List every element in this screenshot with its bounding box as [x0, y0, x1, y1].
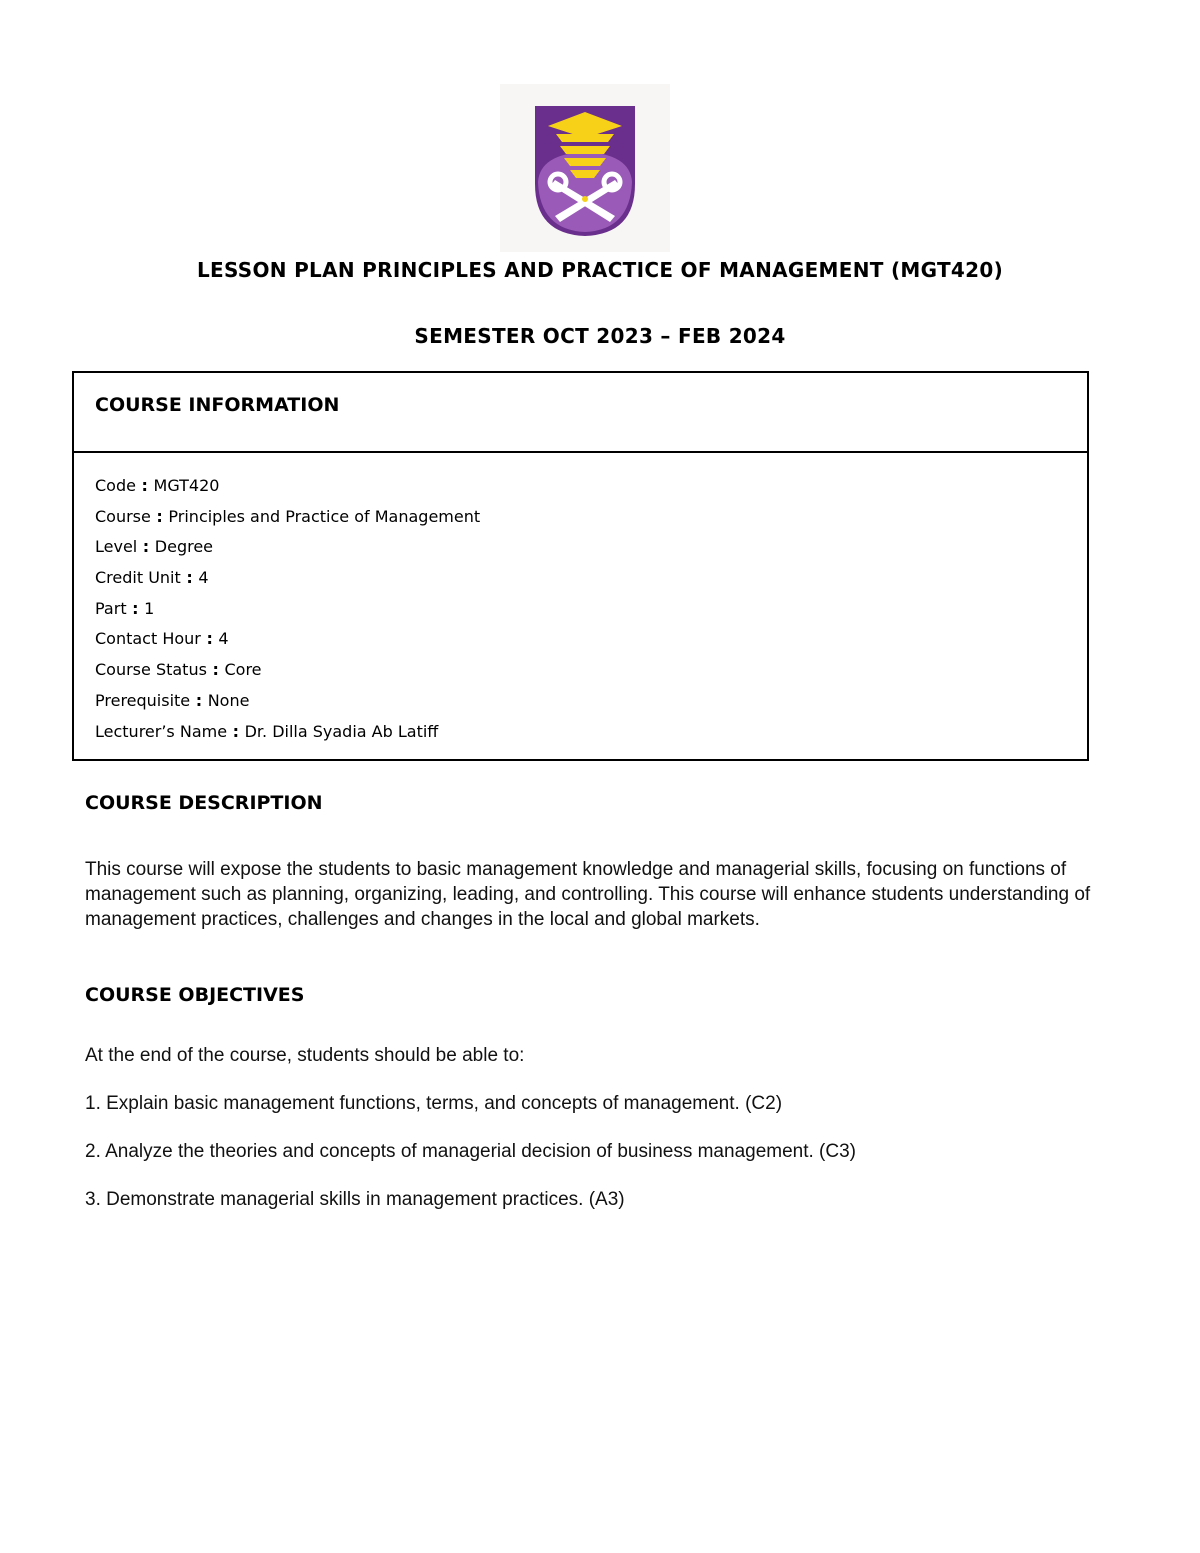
- objective-item: 2. Analyze the theories and concepts of managerial decision of business management. (C3): [85, 1141, 857, 1162]
- course-description-text: This course will expose the students to basic management knowledge and managerial skills, focusing on functions of management such as planning, organizing, leading, and controlling. This course will enhance students understanding of management practices, challenges and changes in the local and global markets.: [85, 859, 1091, 930]
- info-value: MGT420: [153, 476, 220, 495]
- info-row-course: Course : Principles and Practice of Management: [95, 506, 481, 526]
- info-row-course-status: Course Status : Core: [95, 660, 262, 680]
- info-row-part: Part : 1: [95, 598, 155, 618]
- course-information-header: [74, 373, 1087, 453]
- info-value: Core: [224, 660, 262, 680]
- info-label: Course Status: [95, 660, 207, 680]
- semester-title: SEMESTER OCT 2023 – FEB 2024: [414, 324, 786, 348]
- info-value: 4: [198, 568, 209, 588]
- info-label: Credit Unit: [95, 568, 181, 588]
- info-row-level: Level : Degree: [95, 537, 214, 557]
- objective-item: 1. Explain basic management functions, terms, and concepts of management. (C2): [85, 1093, 783, 1114]
- info-label: Code: [95, 476, 136, 495]
- info-label: Part: [95, 598, 127, 618]
- info-label: Lecturer’s Name: [95, 721, 228, 741]
- info-row-contact-hour: Contact Hour : 4: [95, 629, 229, 649]
- course-objectives-intro: At the end of the course, students should be able to:: [85, 1045, 525, 1066]
- university-crest-icon: [500, 84, 670, 252]
- info-row-prerequisite: Prerequisite : None: [95, 690, 250, 710]
- info-value: Degree: [154, 537, 214, 557]
- info-label: Contact Hour: [95, 629, 201, 649]
- course-information-box: [72, 371, 1089, 761]
- info-label: Prerequisite: [95, 690, 191, 710]
- info-label: Course: [95, 506, 151, 526]
- objective-item: 3. Demonstrate managerial skills in management practices. (A3): [85, 1189, 625, 1210]
- course-objectives-heading: COURSE OBJECTIVES: [85, 984, 305, 1006]
- info-label: Level: [95, 537, 138, 557]
- info-row-credit-unit: Credit Unit : 4: [95, 568, 209, 588]
- info-row-lecturer: Lecturer’s Name : Dr. Dilla Syadia Ab Latiff: [95, 721, 439, 741]
- course-information-body: [74, 453, 1087, 747]
- info-value: Dr. Dilla Syadia Ab Latiff: [244, 721, 439, 741]
- course-description-heading: COURSE DESCRIPTION: [85, 792, 323, 814]
- info-value: 4: [218, 629, 229, 649]
- page-title: LESSON PLAN PRINCIPLES AND PRACTICE OF MANAGEMENT (MGT420): [196, 258, 1004, 282]
- info-value: None: [207, 690, 250, 710]
- info-row-code: Code : MGT420: [95, 476, 220, 495]
- course-information-heading: COURSE INFORMATION: [95, 394, 340, 416]
- info-value: Principles and Practice of Management: [168, 506, 481, 526]
- info-value: 1: [144, 598, 155, 618]
